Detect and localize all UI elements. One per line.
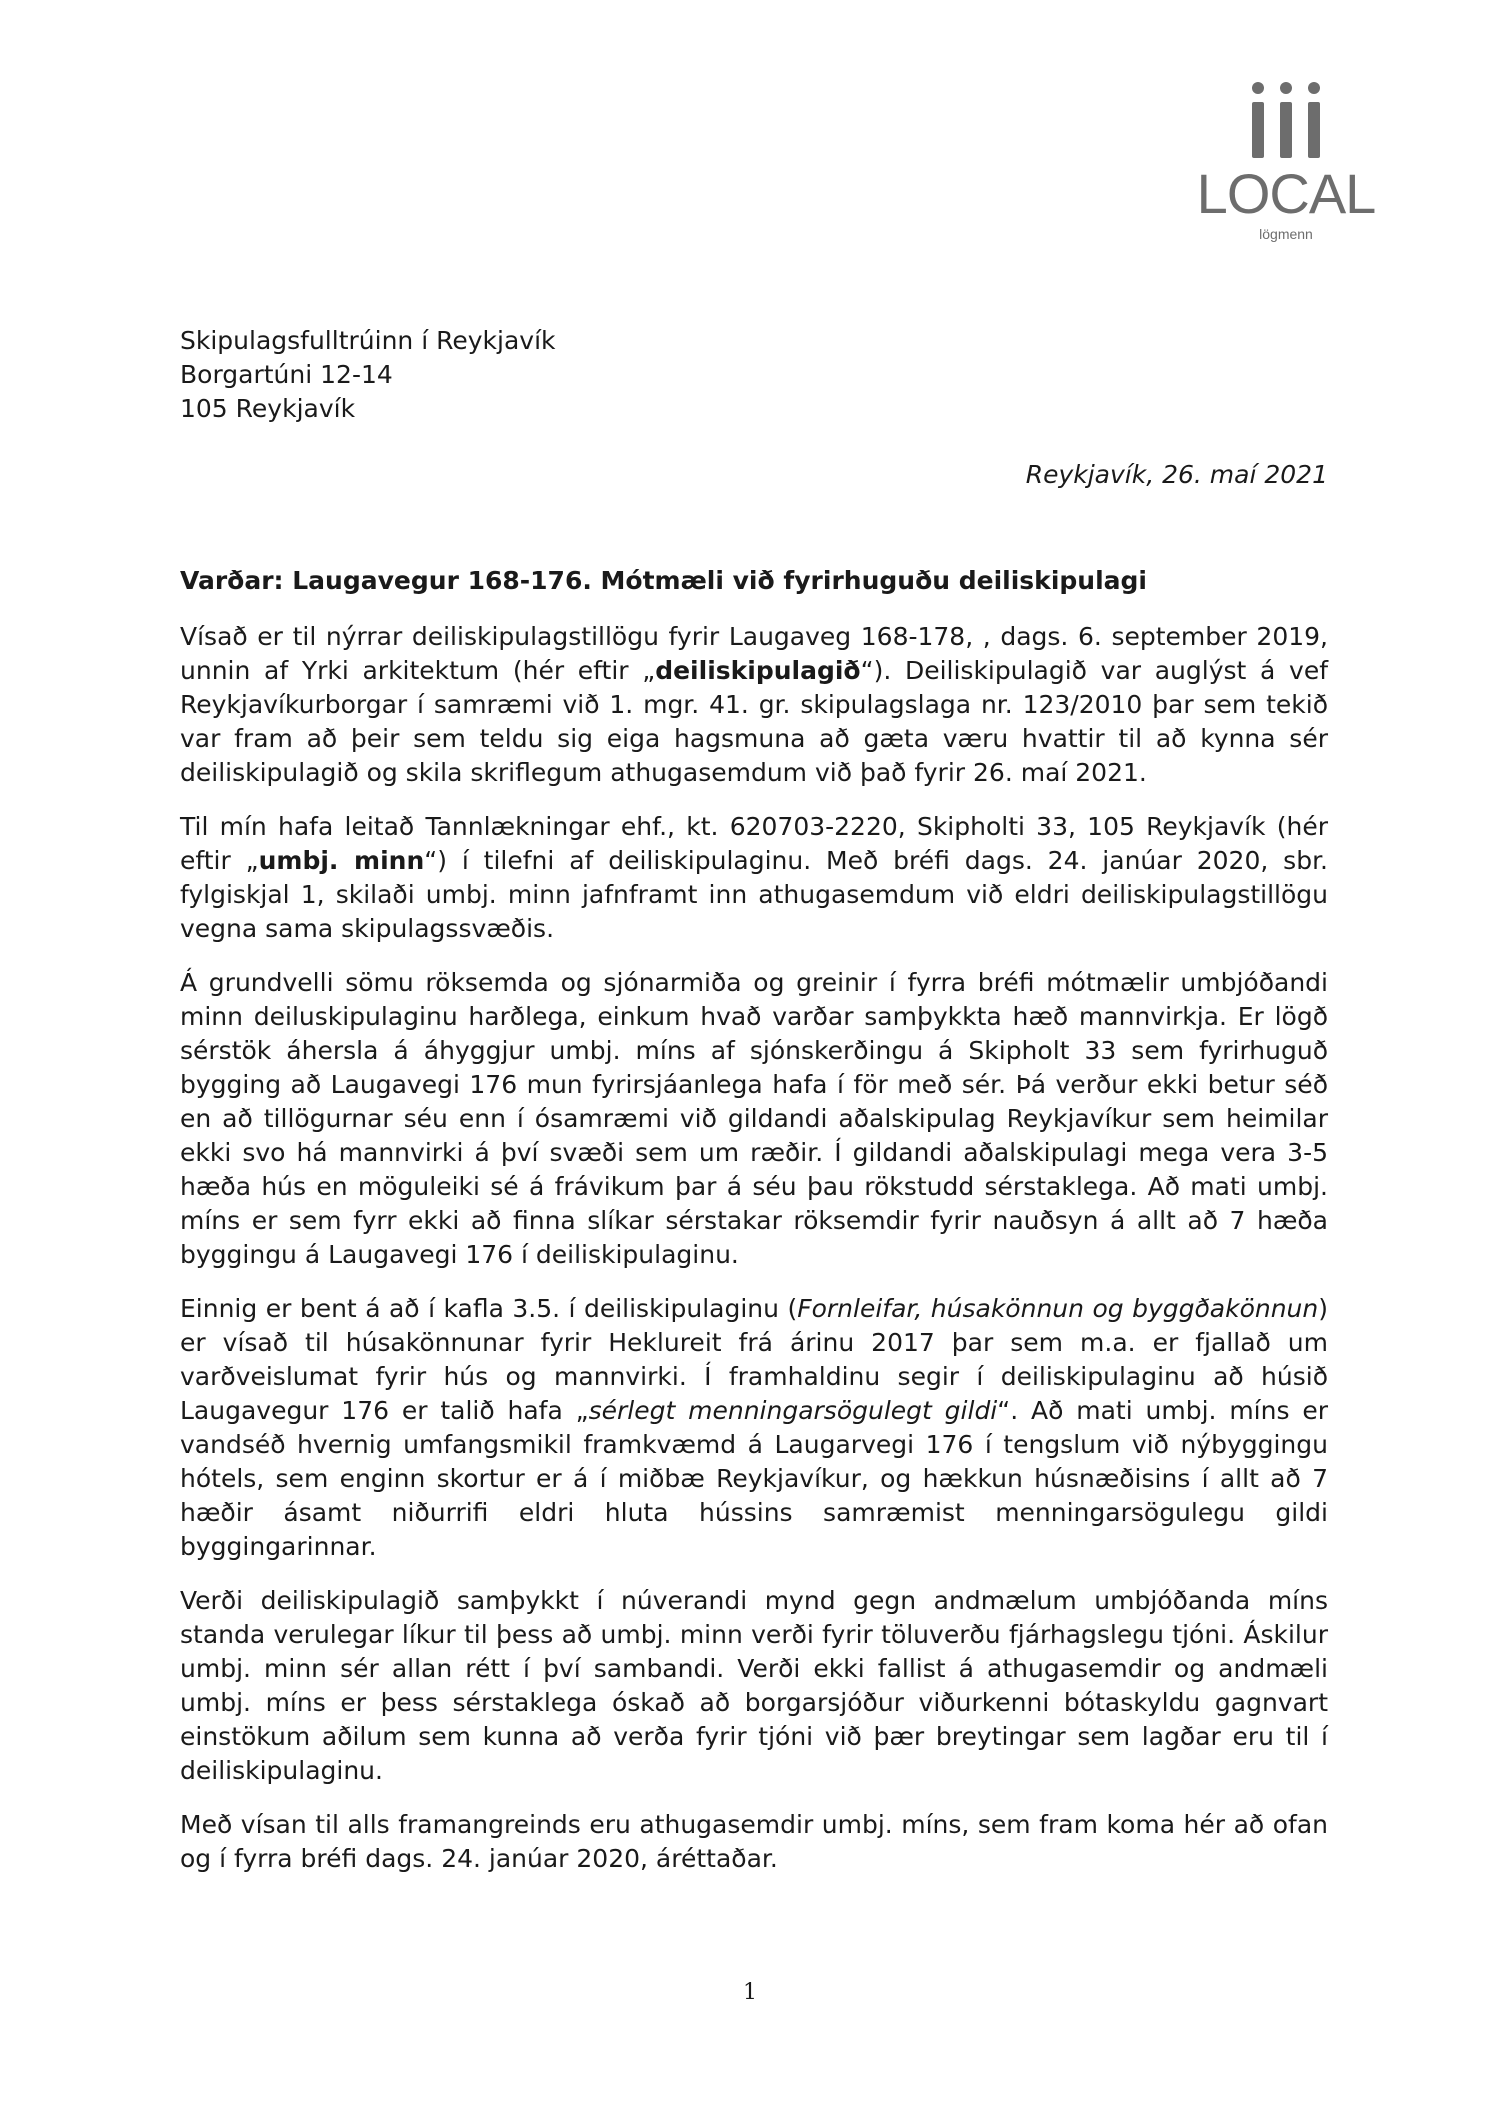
paragraph: Á grundvelli sömu röksemda og sjónarmiða og greinir í fyrra bréfi mótmælir umbjóðandi minn deiluskipulaginu harðlega, einkum hvað varðar samþykkta hæð mannvirkja. Er lögð sérstök áhersla á áhyggjur umbj. míns af sjónskerðingu á Skipholt 33 sem fyrirhuguð bygging að Laugavegi 176 mun fyrirsjáanlega hafa í för með sér. Þá verður ekki betur séð en að tillögurnar séu enn í ósamræmi við gildandi aðalskipulag Reykjavíkur sem heimilar ekki svo há mannvirki á því svæði sem um ræðir. Í gildandi aðalskipulagi mega vera 3-5 hæða hús en möguleiki sé á frávikum þar á séu þau rökstudd sérstaklega. Að mati umbj. míns er sem fyrr ekki að finna slíkar sérstakar röksemdir fyrir nauðsyn á allt að 7 hæða byggingu á Laugavegi 176 í deiliskipulaginu.	[180, 968, 1328, 1269]
defined-term: deiliskipulagið	[655, 656, 861, 685]
paragraph: Vísað er til nýrrar deiliskipulagstillögu fyrir Laugaveg 168-178, , dags. 6. september 2019, unnin af Yrki arkitektum (hér eftir „deiliskipulagið“). Deiliskipulagið var auglýst á vef Reykjavíkurborgar í samræmi við 1. mgr. 41. gr. skipulagslaga nr. 123/2010 þar sem tekið var fram að þeir sem teldu sig eiga hagsmuna að gæta væru hvattir til að kynna sér deiliskipulagið og skila skriflegum athugasemdum við það fyrir 26. maí 2021.	[180, 622, 1329, 787]
letter-subject: Varðar: Laugavegur 168-176. Mótmæli við fyrirhuguðu deiliskipulagi	[180, 566, 1147, 595]
logo-mark-icon	[1250, 80, 1322, 160]
address-line: 105 Reykjavík	[180, 394, 356, 423]
letter-date: Reykjavík, 26. maí 2021	[1025, 460, 1328, 489]
italic-title: Fornleifar, húsakönnun og byggðakönnun	[797, 1294, 1319, 1323]
paragraph: Með vísan til alls framangreinds eru athugasemdir umbj. míns, sem fram koma hér að ofan og í fyrra bréfi dags. 24. janúar 2020, áréttaðar.	[180, 1810, 1328, 1873]
paragraph: Til mín hafa leitað Tannlækningar ehf., kt. 620703-2220, Skipholti 33, 105 Reykjavík (hér eftir „umbj. minn“) í tilefni af deiliskipulaginu. Með bréfi dags. 24. janúar 2020, sbr. fylgiskjal 1, skilaði umbj. minn jafnframt inn athugasemdum við eldri deiliskipulagstillögu vegna sama skipulagssvæðis.	[180, 812, 1328, 943]
italic-quote: sérlegt menningarsögulegt gildi	[588, 1396, 998, 1425]
letter-body	[180, 620, 1328, 1896]
defined-term: umbj. minn	[258, 846, 425, 875]
logo-wordmark: LOCAL	[1196, 162, 1376, 225]
page-number: 1	[743, 1980, 757, 2005]
recipient-address	[180, 324, 556, 426]
logo-subtitle: lögmenn	[1259, 226, 1313, 242]
paragraph: Einnig er bent á að í kafla 3.5. í deiliskipulaginu (Fornleifar, húsakönnun og byggðakönnun) er vísað til húsakönnunar fyrir Heklureit frá árinu 2017 þar sem m.a. er fjallað um varðveislumat fyrir hús og mannvirki. Í framhaldinu segir í deiliskipulaginu að húsið Laugavegur 176 er talið hafa „sérlegt menningarsögulegt gildi“. Að mati umbj. míns er vandséð hvernig umfangsmikil framkvæmd á Laugarvegi 176 í tengslum við nýbyggingu hótels, sem enginn skortur er á í miðbæ Reykjavíkur, og hækkun húsnæðisins í allt að 7 hæðir ásamt niðurrifi eldri hluta hússins samræmist menningarsögulegu gildi byggingarinnar.	[180, 1294, 1329, 1561]
company-logo	[1196, 80, 1376, 248]
address-line: Skipulagsfulltrúinn í Reykjavík	[180, 326, 556, 355]
address-line: Borgartúni 12-14	[180, 360, 393, 389]
paragraph: Verði deiliskipulagið samþykkt í núverandi mynd gegn andmælum umbjóðanda míns standa verulegar líkur til þess að umbj. minn verði fyrir töluverðu fjárhagslegu tjóni. Áskilur umbj. minn sér allan rétt í því sambandi. Verði ekki fallist á athugasemdir og andmæli umbj. míns er þess sérstaklega óskað að borgarsjóður viðurkenni bótaskyldu gagnvart einstökum aðilum sem kunna að verða fyrir tjóni við þær breytingar sem lagðar eru til í deiliskipulaginu.	[180, 1586, 1328, 1785]
